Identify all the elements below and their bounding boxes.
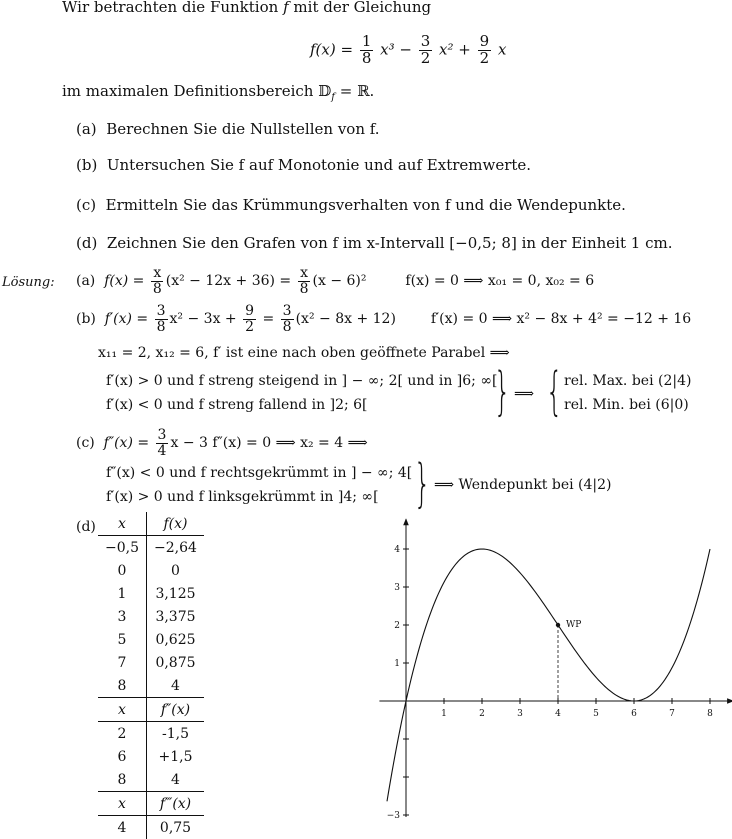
table-row bbox=[98, 768, 204, 792]
value-table bbox=[98, 512, 204, 839]
table-cell: 2 bbox=[98, 722, 147, 746]
solution-c-case2: f′(x) > 0 und f linksgekrümmt in ]4; ∞[ bbox=[106, 490, 379, 504]
table-header-cell: x bbox=[98, 512, 147, 536]
table-header-row bbox=[98, 792, 204, 816]
frac-x-over-8: $\frac{x}{8}$ bbox=[151, 266, 164, 296]
domain-sentence: im maximalen Definitionsbereich 𝔻$_f$ = ℝ. bbox=[62, 84, 374, 103]
solution-label: Lösung: bbox=[2, 276, 55, 289]
table-cell: 0,75 bbox=[147, 816, 205, 839]
main-equation-lhs: f(x) = bbox=[310, 40, 358, 58]
table-row bbox=[98, 536, 204, 560]
table-cell: 6 bbox=[98, 745, 147, 768]
table-cell: 0,625 bbox=[147, 628, 205, 651]
inflection-label: WP bbox=[566, 620, 581, 630]
table-row bbox=[98, 582, 204, 605]
table-cell: 8 bbox=[98, 674, 147, 698]
intro-sentence bbox=[62, 0, 431, 15]
solution-a: (a) f(x) = $\frac{x}{8}$ (x² − 12x + 36) = $\frac{x}{8}$ (x − 6)² f(x) = 0 ⟹ x₀₁ = 0, x₀₂ = 6 bbox=[76, 266, 594, 296]
function-graph bbox=[360, 515, 732, 825]
intro-text-start: Wir betrachten die Funktion bbox=[62, 0, 278, 16]
intro-text-end: mit der Gleichung bbox=[293, 0, 431, 16]
table-row bbox=[98, 559, 204, 582]
y-tick-label: 1 bbox=[394, 659, 400, 669]
y-tick-label: 3 bbox=[394, 583, 400, 593]
frac-three-halves: $\frac{3}{2}$ bbox=[419, 34, 433, 67]
table-cell: +1,5 bbox=[147, 745, 205, 768]
solution-b-case2: f′(x) < 0 und f streng fallend in ]2; 6[ bbox=[106, 398, 368, 412]
solution-c-case1: f″(x) < 0 und f rechtsgekrümmt in ] − ∞; 4[ bbox=[106, 466, 412, 480]
table-row bbox=[98, 628, 204, 651]
task-d: (d) Zeichnen Sie den Grafen von f im x-Intervall [−0,5; 8] in der Einheit 1 cm. bbox=[76, 236, 672, 251]
intro-function-name: f bbox=[283, 0, 289, 16]
x-tick-label: 2 bbox=[479, 709, 485, 719]
table-cell: 0,875 bbox=[147, 651, 205, 674]
solution-b-zeros: f′(x) = 0 ⟹ x² − 8x + 4² = −12 + 16 bbox=[431, 311, 691, 327]
task-a: (a) Berechnen Sie die Nullstellen von f. bbox=[76, 122, 380, 137]
x-tick-label: 3 bbox=[517, 709, 523, 719]
main-equation-term3: x bbox=[493, 40, 506, 58]
main-equation-term1: x³ − bbox=[375, 40, 416, 58]
table-row bbox=[98, 651, 204, 674]
table-header-cell: f(x) bbox=[147, 512, 205, 536]
table-cell: 5 bbox=[98, 628, 147, 651]
y-tick-label: −3 bbox=[387, 811, 401, 821]
solution-b: (b) f′(x) = $\frac{3}{8}$ x² − 3x + $\frac{9}{2}$ = $\frac{3}{8}$ (x² − 8x + 12) f′(x) = 0 ⟹ x² − 8x + 4² = −12 + 16 bbox=[76, 304, 691, 334]
main-equation bbox=[310, 34, 506, 67]
task-b: (b) Untersuchen Sie f auf Monotonie und auf Extremwerte. bbox=[76, 158, 531, 173]
table-row bbox=[98, 674, 204, 698]
frac-three-eighths-b: $\frac{3}{8}$ bbox=[281, 304, 294, 334]
frac-one-eighth: $\frac{1}{8}$ bbox=[360, 34, 374, 67]
y-tick-label: 2 bbox=[394, 621, 400, 631]
domain-symbol: 𝔻 bbox=[318, 82, 331, 100]
table-row bbox=[98, 745, 204, 768]
function-curve bbox=[387, 549, 710, 801]
table-cell: 3,125 bbox=[147, 582, 205, 605]
table-cell: −0,5 bbox=[98, 536, 147, 560]
solution-b-min: rel. Min. bei (6|0) bbox=[564, 398, 689, 412]
table-header-row bbox=[98, 512, 204, 536]
x-tick-label: 7 bbox=[669, 709, 675, 719]
frac-nine-halves: $\frac{9}{2}$ bbox=[478, 34, 492, 67]
table-header-cell: x bbox=[98, 792, 147, 816]
table-cell: −2,64 bbox=[147, 536, 205, 560]
table-row bbox=[98, 605, 204, 628]
table-header-cell: x bbox=[98, 698, 147, 722]
x-tick-label: 6 bbox=[631, 709, 637, 719]
table-cell: 0 bbox=[147, 559, 205, 582]
x-tick-label: 5 bbox=[593, 709, 599, 719]
brace-right-b: } bbox=[494, 366, 511, 418]
solution-b-arrow: ⟹ bbox=[514, 387, 534, 401]
table-cell: 4 bbox=[147, 674, 205, 698]
table-header-row bbox=[98, 698, 204, 722]
frac-nine-halves-b: $\frac{9}{2}$ bbox=[243, 304, 256, 334]
main-equation-term2: x² + bbox=[434, 40, 475, 58]
table-cell: 0 bbox=[98, 559, 147, 582]
table-header-cell: f‴(x) bbox=[147, 792, 205, 816]
table-header-cell: f″(x) bbox=[147, 698, 205, 722]
solution-a-zeros: f(x) = 0 ⟹ x₀₁ = 0, x₀₂ = 6 bbox=[405, 273, 594, 289]
solution-b-case1: f′(x) > 0 und f streng steigend in ] − ∞; 2[ und in ]6; ∞[ bbox=[106, 374, 497, 388]
x-tick-label: 1 bbox=[441, 709, 447, 719]
solution-d-label: (d) bbox=[76, 520, 96, 534]
solution-c-result: ⟹ Wendepunkt bei (4|2) bbox=[434, 478, 612, 492]
table-cell: 7 bbox=[98, 651, 147, 674]
y-tick-label: 4 bbox=[394, 545, 400, 555]
table-cell: 3,375 bbox=[147, 605, 205, 628]
table-cell: 8 bbox=[98, 768, 147, 792]
table-cell: 3 bbox=[98, 605, 147, 628]
x-tick-label: 4 bbox=[555, 709, 561, 719]
table-cell: 4 bbox=[147, 768, 205, 792]
task-c: (c) Ermitteln Sie das Krümmungsverhalten von f und die Wendepunkte. bbox=[76, 198, 626, 213]
table-cell: -1,5 bbox=[147, 722, 205, 746]
x-tick-label: 8 bbox=[707, 709, 713, 719]
solution-b-line2: x₁₁ = 2, x₁₂ = 6, f′ ist eine nach oben geöffnete Parabel ⟹ bbox=[98, 346, 510, 360]
brace-left-b: { bbox=[546, 366, 563, 418]
solution-c: (c) f″(x) = $\frac{3}{4}$ x − 3 f″(x) = 0 ⟹ x₂ = 4 ⟹ bbox=[76, 428, 368, 458]
brace-right-c: } bbox=[414, 458, 431, 510]
table-row bbox=[98, 816, 204, 839]
table-row bbox=[98, 722, 204, 746]
solution-b-max: rel. Max. bei (2|4) bbox=[564, 374, 691, 388]
inflection-point bbox=[556, 623, 560, 627]
table-cell: 1 bbox=[98, 582, 147, 605]
table-cell: 4 bbox=[98, 816, 147, 839]
frac-three-quarters: $\frac{3}{4}$ bbox=[156, 428, 169, 458]
frac-x-over-8-b: $\frac{x}{8}$ bbox=[298, 266, 311, 296]
frac-three-eighths: $\frac{3}{8}$ bbox=[155, 304, 168, 334]
